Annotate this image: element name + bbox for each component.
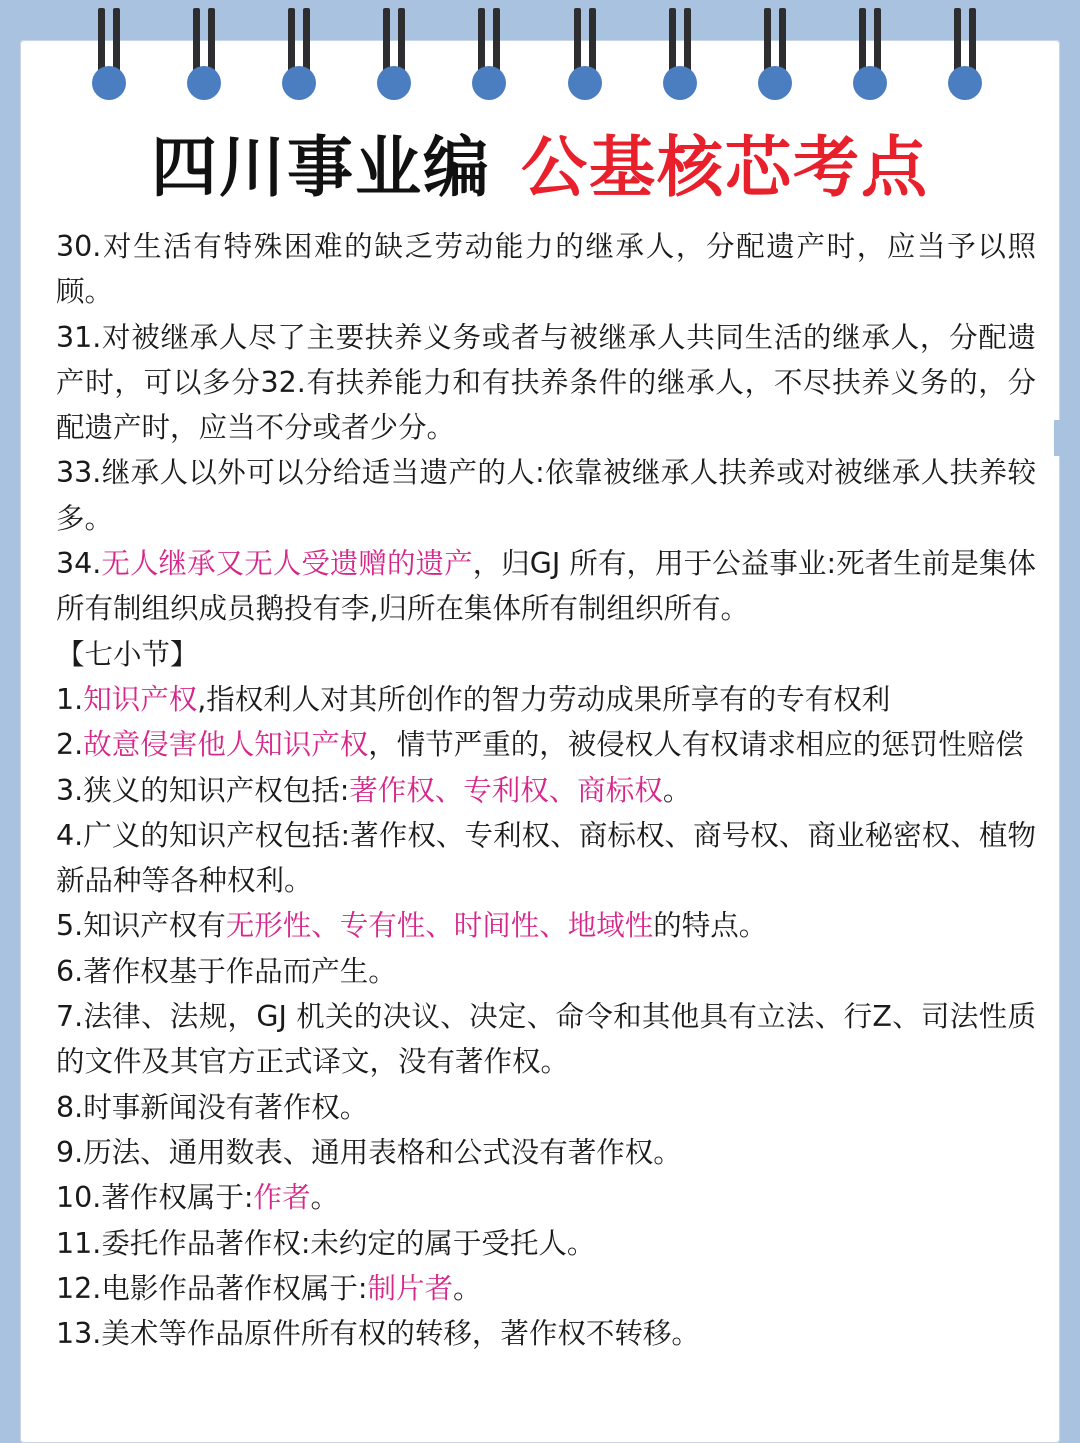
title-part-1: 四川事业编: [151, 129, 491, 206]
note-text: 。: [662, 773, 692, 807]
note-text: ,指权利人对其所创作的智力劳动成果所享有的专有权利: [197, 682, 891, 716]
notes-content: [56, 224, 1036, 1356]
note-text: 5.知识产权有: [56, 909, 226, 943]
note-text: ，归GJ 所有，用于公益事业:死者生前是集体所有制组织成员鹅投有李,归所在集体所有制组织所有。: [56, 547, 1036, 626]
binding-ring: [89, 0, 129, 102]
note-text: 8.时事新闻没有著作权。: [56, 1090, 369, 1124]
note-text: 3.狭义的知识产权包括:: [56, 773, 350, 807]
binding-ring: [660, 0, 700, 102]
note-paragraph: [56, 541, 1036, 632]
note-text: 13.美术等作品原件所有权的转移，著作权不转移。: [56, 1317, 700, 1351]
highlighted-term: 著作权、专利权、商标权: [349, 773, 663, 807]
note-paragraph: [56, 768, 1036, 813]
note-paragraph: [56, 813, 1036, 904]
note-paragraph: [56, 315, 1036, 451]
note-text: 31.对被继承人尽了主要扶养义务或者与被继承人共同生活的继承人，分配遗产时，可以多分32.有扶养能力和有扶养条件的继承人，不尽扶养义务的，分配遗产时，应当不分或者少分。: [56, 320, 1036, 445]
highlighted-term: 无形性、专有性、时间性、地域性: [225, 909, 654, 943]
note-text: 。: [310, 1181, 339, 1215]
binding-ring: [755, 0, 795, 102]
note-text: 【七小节】: [56, 637, 199, 671]
note-paragraph: [56, 1130, 1036, 1175]
note-text: 11.委托作品著作权:未约定的属于受托人。: [56, 1226, 596, 1260]
binding-ring: [184, 0, 224, 102]
note-paragraph: [56, 722, 1036, 767]
title-part-2: 公基核芯考点: [521, 129, 929, 206]
note-text: 34.: [56, 547, 102, 581]
note-paragraph: [56, 1221, 1036, 1266]
binding-ring: [374, 0, 414, 102]
note-paragraph: [56, 1085, 1036, 1130]
binding-ring: [850, 0, 890, 102]
highlighted-term: 作者: [253, 1181, 311, 1215]
highlighted-term: 制片者: [367, 1271, 453, 1305]
highlighted-term: 知识产权: [83, 682, 198, 716]
note-paragraph: [56, 1311, 1036, 1356]
note-text: 的特点。: [653, 909, 768, 943]
note-paragraph: [56, 224, 1036, 315]
note-text: 9.历法、通用数表、通用表格和公式没有著作权。: [56, 1135, 682, 1169]
note-paragraph: [56, 677, 1036, 722]
page-edge-notch: [1054, 420, 1080, 456]
note-text: 30.对生活有特殊困难的缺乏劳动能力的继承人，分配遗产时，应当予以照顾。: [56, 230, 1036, 309]
note-text: 6.著作权基于作品而产生。: [56, 954, 397, 988]
note-paragraph: [56, 1175, 1036, 1220]
page-title: [0, 128, 1080, 208]
note-text: 33.继承人以外可以分给适当遗产的人:依靠被继承人扶养或对被继承人扶养较多。: [56, 456, 1036, 535]
binding-ring: [945, 0, 985, 102]
note-text: ，情节严重的，被侵权人有权请求相应的惩罚性赔偿: [368, 728, 1024, 762]
binding-ring: [279, 0, 319, 102]
note-text: 2.: [56, 728, 84, 762]
highlighted-term: 无人继承又无人受遗赠的遗产: [101, 547, 473, 581]
note-paragraph: [56, 1266, 1036, 1311]
note-text: 。: [452, 1271, 482, 1305]
binding-ring: [469, 0, 509, 102]
note-paragraph: [56, 903, 1036, 948]
note-text: 7.法律、法规，GJ 机关的决议、决定、命令和其他具有立法、行Z、司法性质的文件及其官方正式译文，没有著作权。: [56, 1000, 1036, 1079]
note-text: 10.著作权属于:: [56, 1181, 254, 1215]
note-paragraph: [56, 994, 1036, 1085]
note-text: 12.电影作品著作权属于:: [56, 1271, 368, 1305]
note-text: 1.: [56, 682, 84, 716]
note-paragraph: [56, 949, 1036, 994]
note-paragraph: [56, 632, 1036, 677]
note-paragraph: [56, 450, 1036, 541]
spiral-binding: [0, 0, 1080, 110]
note-text: 4.广义的知识产权包括:著作权、专利权、商标权、商号权、商业秘密权、植物新品种等各种权利。: [56, 818, 1036, 898]
highlighted-term: 故意侵害他人知识产权: [83, 728, 369, 762]
binding-ring: [565, 0, 605, 102]
